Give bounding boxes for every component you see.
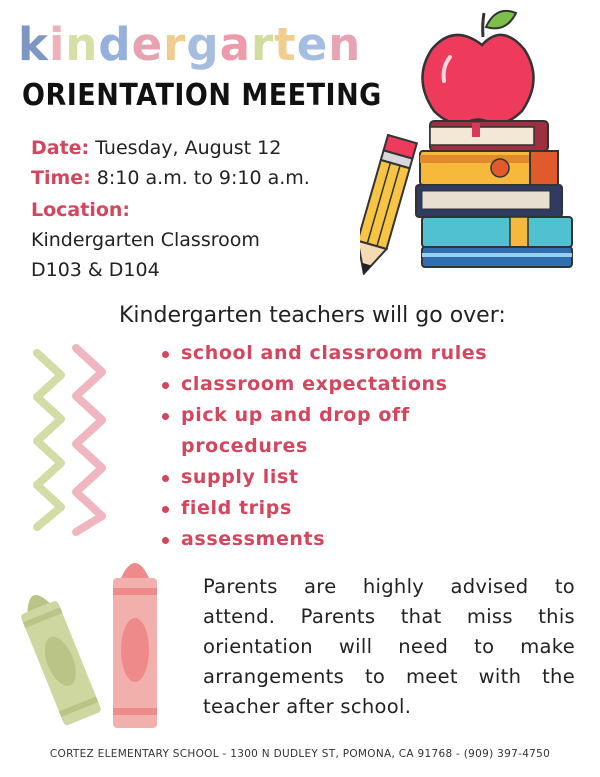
list-item: classroom expectations bbox=[160, 369, 540, 400]
title-letter: r bbox=[163, 18, 187, 71]
parents-note-line-4: arrangements to meet with the bbox=[203, 665, 575, 688]
location-line bbox=[31, 199, 130, 221]
title-letter: g bbox=[186, 18, 220, 71]
time-line bbox=[31, 167, 310, 189]
subtitle: ORIENTATION MEETING bbox=[22, 78, 382, 113]
time-value: 8:10 a.m. to 9:10 a.m. bbox=[90, 167, 310, 189]
location-label: Location: bbox=[31, 199, 131, 221]
zigzag-pink-icon bbox=[62, 340, 117, 540]
date-value: Tuesday, August 12 bbox=[89, 137, 282, 159]
title-letter: a bbox=[219, 18, 251, 71]
parents-note-line-5: teacher after school. bbox=[203, 695, 412, 718]
topics-intro: Kindergarten teachers will go over: bbox=[119, 303, 506, 328]
title-letter: n bbox=[328, 18, 362, 71]
title-letter: d bbox=[98, 18, 132, 71]
list-item: supply list bbox=[160, 462, 540, 493]
list-item: school and classroom rules bbox=[160, 338, 540, 369]
books-stack-icon bbox=[360, 5, 575, 275]
title-letter: r bbox=[250, 18, 275, 71]
crayon-green-icon bbox=[10, 585, 120, 745]
footer-address: CORTEZ ELEMENTARY SCHOOL - 1300 N DUDLEY ST, POMONA, CA 91768 - (909) 397-4750 bbox=[49, 748, 551, 760]
title-letter: n bbox=[65, 18, 99, 71]
list-item: pick up and drop off procedures bbox=[160, 400, 441, 462]
topics-list bbox=[160, 338, 540, 555]
parents-note-line-1: Parents are highly advised to bbox=[203, 575, 575, 598]
date-line bbox=[31, 137, 281, 159]
list-item: field trips bbox=[160, 493, 540, 524]
location-value-1: Kindergarten Classroom bbox=[31, 229, 260, 251]
crayon-pink-icon bbox=[105, 548, 175, 738]
list-item: assessments bbox=[160, 524, 540, 555]
pencil-icon bbox=[360, 135, 417, 275]
title-kindergarten bbox=[18, 18, 361, 72]
location-value-2: D103 & D104 bbox=[31, 259, 160, 281]
parents-note-line-3: orientation will need to make bbox=[203, 635, 575, 658]
apple-icon bbox=[422, 11, 533, 124]
title-letter: k bbox=[18, 18, 49, 71]
parents-note-line-2: attend. Parents that miss this bbox=[203, 605, 575, 628]
title-letter: t bbox=[274, 18, 297, 71]
time-label: Time: bbox=[31, 167, 91, 189]
title-letter: e bbox=[131, 18, 164, 71]
date-label: Date: bbox=[31, 137, 90, 159]
title-letter: i bbox=[48, 18, 66, 71]
title-letter: e bbox=[296, 18, 329, 71]
